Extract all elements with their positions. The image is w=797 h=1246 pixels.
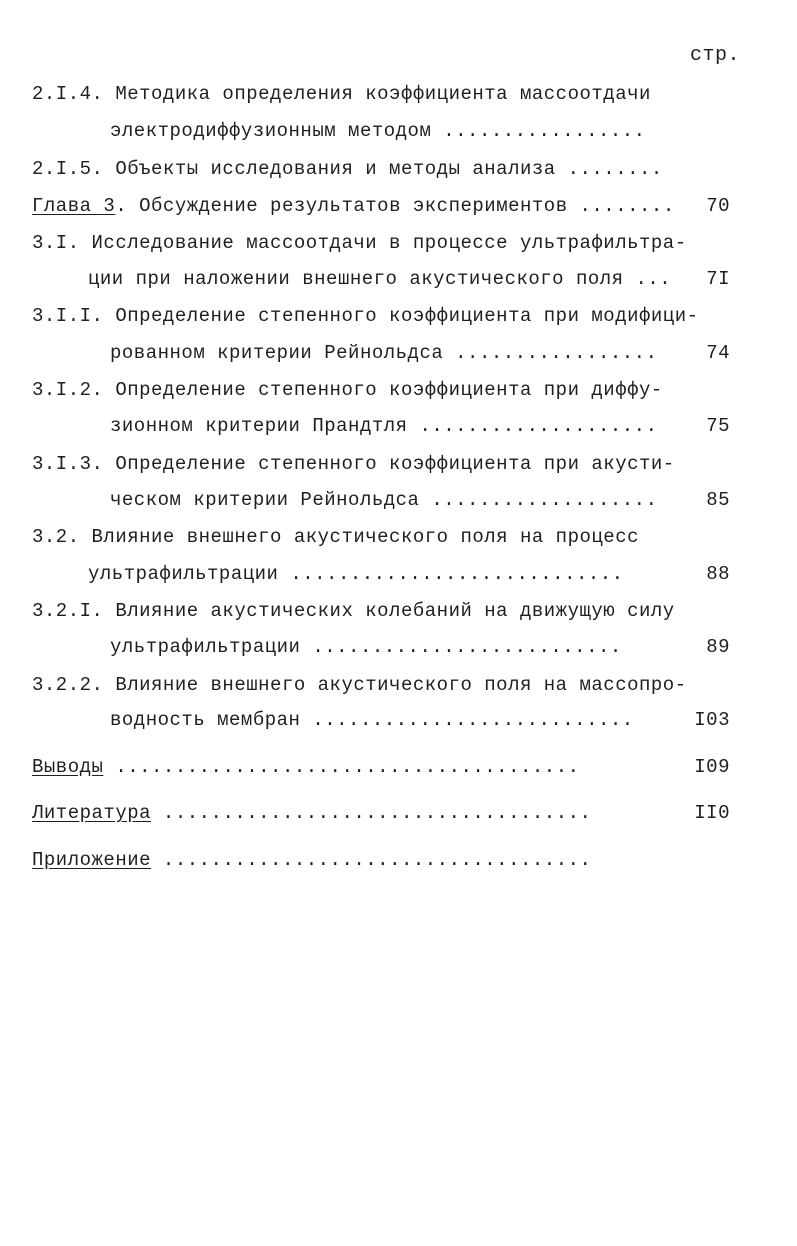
toc-entry-text-cont: ческом критерии Рейнольдса ................... [110, 489, 658, 511]
toc-entry-text-cont: зионном критерии Прандтля .................... [110, 415, 658, 437]
toc-entry-text: Выводы ....................................... [32, 756, 580, 778]
toc-entry-text: 3.I.I. Определение степенного коэффициента при модифици- [32, 305, 699, 327]
toc-entry-text-cont: ультрафильтрации ............................ [88, 563, 624, 585]
toc-entry-text: 3.I.3. Определение степенного коэффициента при акусти- [32, 453, 675, 475]
section-label: Литература [32, 802, 152, 824]
toc-entry-text: 3.2.2. Влияние внешнего акустического поля на массопро- [32, 674, 687, 696]
toc-entry-text-cont: ультрафильтрации .......................... [110, 636, 622, 658]
toc-entry-text: 2.I.5. Объекты исследования и методы анализа ........ [32, 158, 663, 180]
toc-page-number: 7I [706, 268, 730, 290]
toc-entry-text-cont: электродиффузионным методом ................. [110, 120, 646, 142]
toc-entry-text: 2.I.4. Методика определения коэффициента массоотдачи [32, 83, 651, 105]
toc-page-number: I03 [694, 709, 730, 731]
toc-entry-text: Литература .................................... [32, 802, 592, 824]
chapter-label: Глава 3 [32, 195, 116, 217]
toc-entry-text: 3.I. Исследование массоотдачи в процессе ультрафильтра- [32, 232, 687, 254]
toc-entry-text: 3.2. Влияние внешнего акустического поля на процесс [32, 526, 639, 548]
toc-page-number: 70 [706, 195, 730, 217]
toc-entry-text: 3.I.2. Определение степенного коэффициента при диффу- [32, 379, 663, 401]
toc-page-number: 85 [706, 489, 730, 511]
toc-page-number: I09 [694, 756, 730, 778]
toc-entry-text: Глава 3. Обсуждение результатов экспериментов ........ [32, 195, 675, 217]
section-label: Приложение [32, 849, 152, 871]
toc-page-number: 74 [706, 342, 730, 364]
toc-page-number: 88 [706, 563, 730, 585]
toc-page-number: II0 [694, 802, 730, 824]
toc-entry-text-cont: ции при наложении внешнего акустического поля ... [88, 268, 672, 290]
page-header: стр. [690, 44, 741, 67]
section-label: Выводы [32, 756, 104, 778]
toc-entry-text-cont: рованном критерии Рейнольдса ................. [110, 342, 658, 364]
toc-page-number: 89 [706, 636, 730, 658]
toc-entry-text: Приложение .................................... [32, 849, 592, 871]
toc-entry-text-cont: водность мембран ........................... [110, 709, 634, 731]
toc-entry-text: 3.2.I. Влияние акустических колебаний на движущую силу [32, 600, 675, 622]
toc-page-number: 75 [706, 415, 730, 437]
